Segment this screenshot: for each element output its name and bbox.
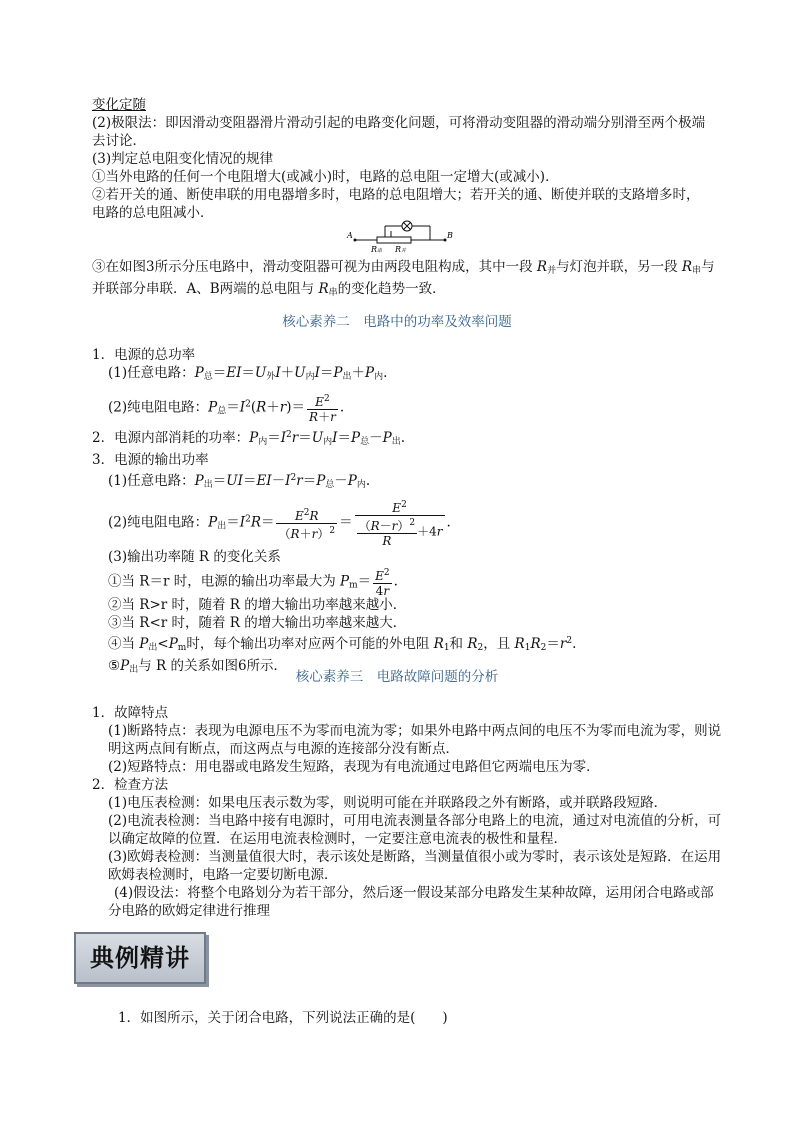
power-heading-3: 3．电源的输出功率	[92, 452, 209, 468]
power-section	[92, 346, 732, 679]
para-rule-2: ②若开关的通、断使串联的用电器增多时，电路的总电阻增大；若开关的通、断使并联的支路增多时，	[92, 187, 700, 203]
check-ohmmeter: (3)欧姆表检测：当测量值很大时，表示该处是断路，当测量值很小或为零时，表示该处是短路．在运用	[108, 849, 722, 865]
rheostat-icon	[377, 237, 411, 243]
r-parallel-label: R并	[395, 245, 407, 254]
output-case-4: ④当 $P_出<P_m$时，每个输出功率对应两个可能的外电阻 $R_1$和 $R_2$，且 $R_1R_2=r^2$.	[108, 636, 577, 653]
heading-text: 变化定随	[92, 97, 146, 113]
fault-short-circuit: (2)短路特点：用电器或电路发生短路，表现为有电流通过电路但它两端电压为零．	[108, 759, 600, 775]
heading-variation	[92, 96, 732, 114]
power-any-circuit: (1)任意电路：$P_总=EI=U_外I+U_内I=P_出+P_内$.	[108, 365, 388, 382]
top-section	[92, 96, 732, 222]
example-banner	[74, 932, 206, 984]
divider-paragraph	[92, 258, 732, 302]
para-rule-3-cont: 并联部分串联．A、B两端的总电阻与 $R_串$的变化趋势一致．	[92, 281, 446, 298]
question-1: 1．如图所示，关于闭合电路，下列说法正确的是( )	[118, 1010, 448, 1026]
fault-heading-2: 2．检查方法	[92, 777, 169, 793]
para-rule-1: ①当外电路的任何一个电阻增大(或减小)时，电路的总电阻一定增大(或减小)．	[92, 169, 559, 185]
output-case-1: ①当 R＝r 时，电源的输出功率最大为 $P_m=$ $\frac{E^2}{4r}$ .	[108, 568, 398, 598]
terminal-a-label: A	[347, 231, 353, 240]
fault-open-circuit-cont: 明这两点间有断点，而这两点与电源的连接部分没有断点．	[108, 741, 459, 757]
para-rule-3: ③在如图3所示分压电路中，滑动变阻器可视为由两段电阻构成，其中一段 $R_并$与灯泡并联，另一段 $R_串$与	[92, 259, 715, 276]
faults-section	[92, 704, 732, 920]
divider-circuit-diagram	[345, 216, 455, 256]
check-ohmmeter-cont: 欧姆表检测时，电路一定要切断电源．	[108, 867, 338, 883]
check-ammeter: (2)电流表检测：当电路中接有电源时，可用电流表测量各部分电路上的电流，通过对电流值的分析，可	[108, 813, 722, 829]
para-limit-method: (2)极限法：即因滑动变阻器滑片滑动引起的电路变化问题，可将滑动变阻器的滑动端分别滑至两个极端	[92, 115, 706, 131]
section-title-faults: 核心素养三 电路故障问题的分析	[295, 669, 499, 685]
fault-heading-1: 1．故障特点	[92, 705, 169, 721]
para-rule-title: (3)判定总电阻变化情况的规律	[92, 151, 274, 167]
para-rule-2-cont: 电路的总电阻减小．	[92, 205, 214, 221]
terminal-b-label: B	[447, 231, 453, 240]
para-limit-method-cont: 去讨论．	[92, 133, 146, 149]
output-pure-resistance: (2)纯电阻电路：$P_出=I^2R=$ $\frac{E^2R}{(R+r)^2}$ ＝ $E^2$ $\frac{(R-r)^2}{R}$ ＋4r .	[108, 500, 451, 548]
output-any-circuit: (1)任意电路：$P_出=UI=EI-I^2r=P_总-P_内$.	[108, 473, 371, 490]
section-title-power: 核心素养二 电路中的功率及效率问题	[282, 314, 512, 330]
power-internal: 2．电源内部消耗的功率：$P_内=I^2r=U_内I=P_总-P_出$.	[92, 430, 406, 447]
output-case-5: $⑤P_出$与 R 的关系如图6所示．	[108, 658, 288, 675]
check-ammeter-cont: 以确定故障的位置．在运用电流表检测时，一定要注意电流表的极性和量程．	[108, 831, 567, 847]
r-series-label: R串	[371, 245, 383, 254]
output-case-3: ③当 R<r 时，随着 R 的增大输出功率越来越大．	[108, 615, 407, 631]
power-pure-resistance: (2)纯电阻电路：$P_总=I^2(R+r)=$ $\frac{E^2}{R+r}$ .	[108, 394, 345, 424]
check-assumption-cont: 分电路的欧姆定律进行推理	[108, 903, 270, 919]
output-vs-r-title: (3)输出功率随 R 的变化关系	[108, 549, 281, 565]
power-heading-1: 1．电源的总功率	[92, 347, 196, 363]
output-case-2: ②当 R>r 时，随着 R 的增大输出功率越来越小．	[108, 597, 407, 613]
check-voltmeter: (1)电压表检测：如果电压表示数为零，则说明可能在并联路段之外有断路，或并联路段短路．	[108, 795, 668, 811]
example-banner-label: 典例精讲	[90, 944, 190, 972]
fault-open-circuit: (1)断路特点：表现为电源电压不为零而电流为零；如果外电路中两点间的电压不为零而电流为零，则说	[108, 723, 722, 739]
check-assumption: (4)假设法：将整个电路划分为若干部分，然后逐一假设某部分电路发生某种故障，运用闭合电路或部	[114, 885, 714, 901]
